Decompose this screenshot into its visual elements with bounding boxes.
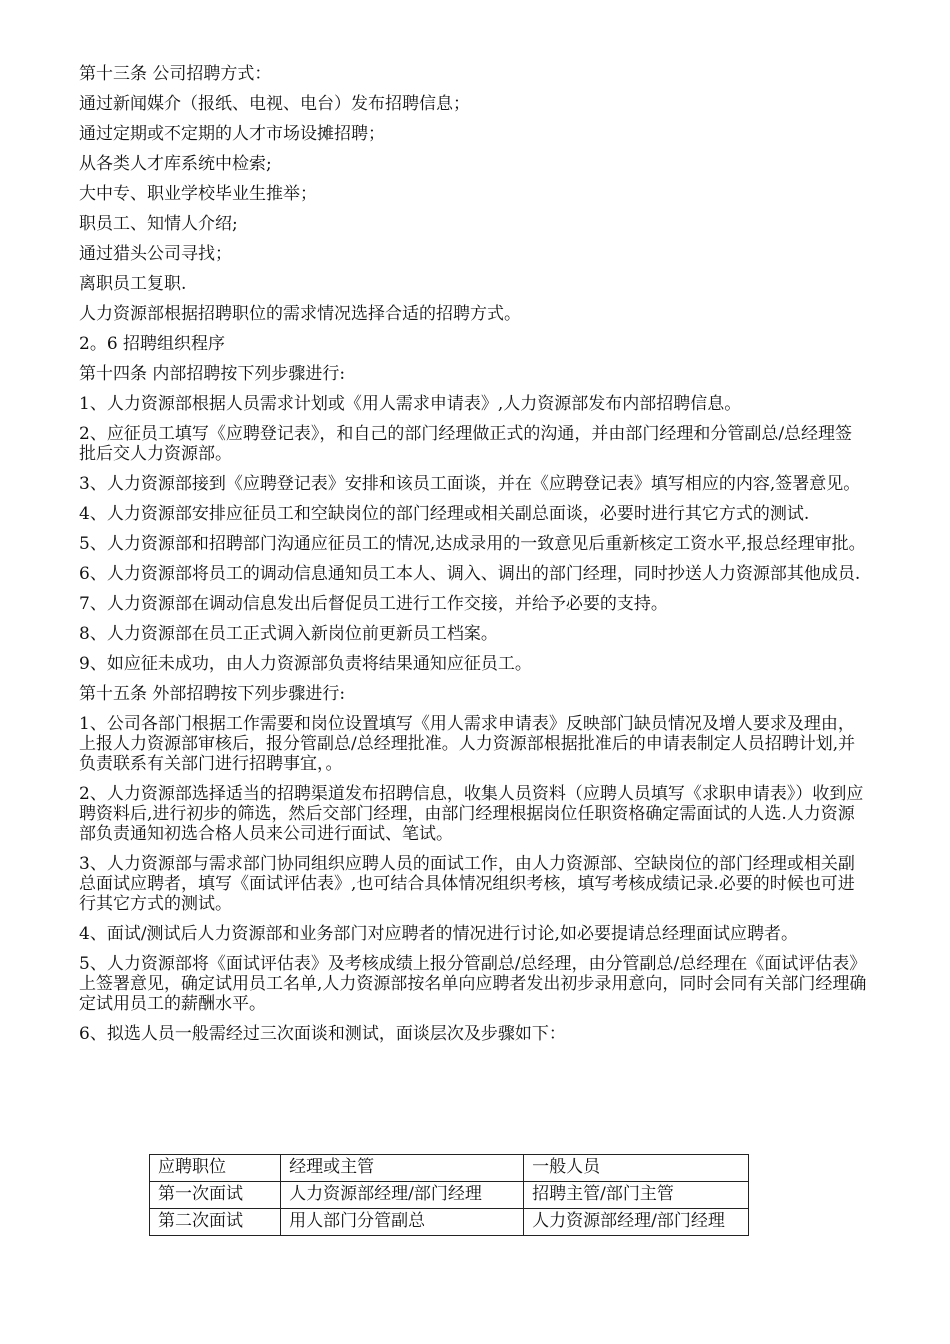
paragraph: 6、拟选人员一般需经过三次面谈和测试，面谈层次及步骤如下：	[79, 1024, 566, 1044]
paragraph: 通过猎头公司寻找；	[79, 244, 232, 264]
table-cell: 用人部门分管副总	[281, 1209, 524, 1236]
paragraph: 6、人力资源部将员工的调动信息通知员工本人、调入、调出的部门经理，同时抄送人力资源部其他成员.	[79, 564, 861, 584]
table-header-cell: 一般人员	[524, 1155, 749, 1182]
paragraph: 8、人力资源部在员工正式调入新岗位前更新员工档案。	[79, 624, 498, 644]
paragraph: 4、面试/测试后人力资源部和业务部门对应聘者的情况进行讨论,如必要提请总经理面试应聘者。	[79, 924, 798, 944]
paragraph: 1、公司各部门根据工作需要和岗位设置填写《用人需求申请表》反映部门缺员情况及增人要求及理由，上报人力资源部审核后，报分管副总/总经理批准。人力资源部根据批准后的申请表制定人员招聘计划,并负责联系有关部门进行招聘事宜，。	[79, 714, 856, 774]
article-heading: 第十五条 外部招聘按下列步骤进行:	[79, 684, 346, 704]
paragraph: 7、人力资源部在调动信息发出后督促员工进行工作交接，并给予必要的支持。	[79, 594, 668, 614]
article-heading: 第十四条 内部招聘按下列步骤进行:	[79, 364, 346, 384]
table-header-cell: 经理或主管	[281, 1155, 524, 1182]
paragraph: 5、人力资源部将《面试评估表》及考核成绩上报分管副总/总经理，由分管副总/总经理在《面试评估表》上签署意见，确定试用员工名单,人力资源部按名单向应聘者发出初步录用意向，同时会同有关部门经理确定试用员工的薪酬水平。	[79, 954, 867, 1014]
table-cell: 第二次面试	[150, 1209, 281, 1236]
paragraph: 2、应征员工填写《应聘登记表》，和自己的部门经理做正式的沟通，并由部门经理和分管副总/总经理签批后交人力资源部。	[79, 424, 853, 464]
table-header-row	[150, 1155, 749, 1182]
table-row	[150, 1182, 749, 1209]
paragraph: 通过新闻媒介（报纸、电视、电台）发布招聘信息；	[79, 94, 470, 114]
table-cell: 人力资源部经理/部门经理	[281, 1182, 524, 1209]
paragraph: 通过定期或不定期的人才市场设摊招聘；	[79, 124, 385, 144]
table-cell: 第一次面试	[150, 1182, 281, 1209]
document-body	[79, 64, 869, 1054]
paragraph: 第十三条 公司招聘方式：	[79, 64, 272, 84]
paragraph: 4、人力资源部安排应征员工和空缺岗位的部门经理或相关副总面谈，必要时进行其它方式的测试.	[79, 504, 810, 524]
table-header-cell: 应聘职位	[150, 1155, 281, 1182]
paragraph: 离职员工复职.	[79, 274, 187, 294]
section-heading: 2。6 招聘组织程序	[79, 334, 226, 354]
paragraph: 3、人力资源部接到《应聘登记表》安排和该员工面谈，并在《应聘登记表》填写相应的内容,签署意见。	[79, 474, 861, 494]
paragraph: 3、人力资源部与需求部门协同组织应聘人员的面试工作，由人力资源部、空缺岗位的部门经理或相关副总面试应聘者，填写《面试评估表》,也可结合具体情况组织考核，填写考核成绩记录.必要的时候也可进行其它方式的测试。	[79, 854, 855, 914]
paragraph: 9、如应征未成功，由人力资源部负责将结果通知应征员工。	[79, 654, 532, 674]
table-cell: 招聘主管/部门主管	[524, 1182, 749, 1209]
paragraph: 5、人力资源部和招聘部门沟通应征员工的情况,达成录用的一致意见后重新核定工资水平,报总经理审批。	[79, 534, 866, 554]
paragraph: 大中专、职业学校毕业生推举；	[79, 184, 317, 204]
paragraph: 2、人力资源部选择适当的招聘渠道发布招聘信息，收集人员资料（应聘人员填写《求职申请表》）收到应聘资料后,进行初步的筛选，然后交部门经理，由部门经理根据岗位任职资格确定需面试的人选.人力资源部负责通知初选合格人员来公司进行面试、笔试。	[79, 784, 864, 844]
paragraph: 职员工、知情人介绍;	[79, 214, 238, 234]
table-row	[150, 1209, 749, 1236]
paragraph: 1、人力资源部根据人员需求计划或《用人需求申请表》,人力资源部发布内部招聘信息。	[79, 394, 742, 414]
paragraph: 人力资源部根据招聘职位的需求情况选择合适的招聘方式。	[79, 304, 521, 324]
table-cell: 人力资源部经理/部门经理	[524, 1209, 749, 1236]
interview-steps-table	[149, 1154, 749, 1236]
paragraph: 从各类人才库系统中检索;	[79, 154, 272, 174]
